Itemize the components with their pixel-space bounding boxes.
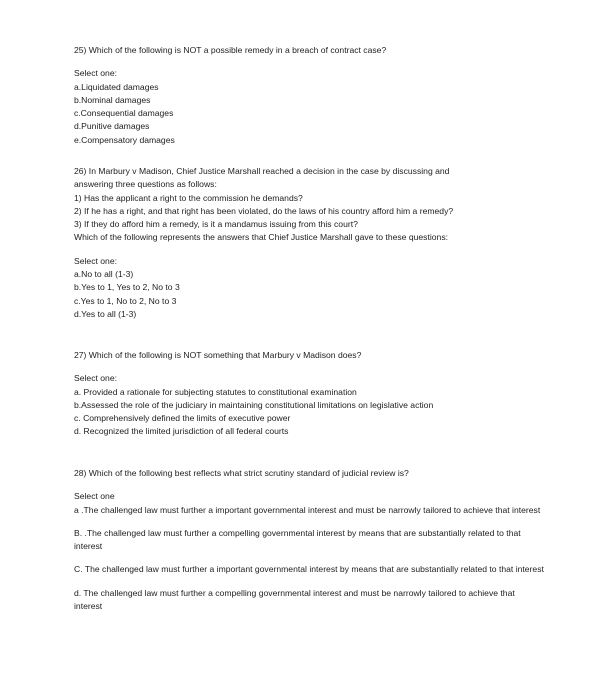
question-27 bbox=[74, 349, 544, 439]
question-prompt-line-1: 26) In Marbury v Madison, Chief Justice Marshall reached a decision in the case by discussing and bbox=[74, 166, 450, 176]
question-28 bbox=[74, 467, 544, 613]
question-prompt-line-6: Which of the following represents the answers that Chief Justice Marshall gave to these questions: bbox=[74, 232, 449, 243]
select-one-label: Select one: bbox=[74, 255, 117, 266]
option-d[interactable]: d. The challenged law must further a compelling governmental interest and must be narrowly tailored to achieve that interest bbox=[74, 587, 515, 612]
question-prompt-line-5: 3) If they do afford him a remedy, is it a mandamus issuing from this court? bbox=[74, 219, 358, 230]
question-26 bbox=[74, 165, 544, 321]
option-c[interactable]: c. Comprehensively defined the limits of executive power bbox=[74, 413, 291, 424]
option-b[interactable]: b.Yes to 1, Yes to 2, No to 3 bbox=[74, 282, 180, 293]
option-b[interactable]: b.Nominal damages bbox=[74, 94, 151, 105]
option-c[interactable]: c.Consequential damages bbox=[74, 108, 174, 119]
option-b[interactable]: B. .The challenged law must further a compelling governmental interest by means that are substantially related to that interest bbox=[74, 527, 521, 552]
option-d[interactable]: d.Punitive damages bbox=[74, 121, 150, 132]
question-prompt: 27) Which of the following is NOT something that Marbury v Madison does? bbox=[74, 350, 362, 360]
select-one-label: Select one: bbox=[74, 68, 117, 79]
question-prompt-line-3: 1) Has the applicant a right to the commission he demands? bbox=[74, 192, 303, 203]
question-prompt: 25) Which of the following is NOT a possible remedy in a breach of contract case? bbox=[74, 45, 387, 55]
option-e[interactable]: e.Compensatory damages bbox=[74, 134, 175, 145]
question-prompt: 28) Which of the following best reflects what strict scrutiny standard of judicial review is? bbox=[74, 468, 409, 478]
option-a[interactable]: a. Provided a rationale for subjecting statutes to constitutional examination bbox=[74, 386, 357, 397]
question-25 bbox=[74, 44, 544, 147]
option-a[interactable]: a .The challenged law must further a important governmental interest and must be narrowly tailored to achieve that interest bbox=[74, 504, 541, 515]
option-a[interactable]: a.Liquidated damages bbox=[74, 81, 159, 92]
select-one-label: Select one: bbox=[74, 373, 117, 384]
option-a[interactable]: a.No to all (1-3) bbox=[74, 269, 134, 280]
option-d[interactable]: d. Recognized the limited jurisdiction of all federal courts bbox=[74, 426, 289, 437]
option-b[interactable]: b.Assessed the role of the judiciary in maintaining constitutional limitations on legislative action bbox=[74, 399, 434, 410]
option-c[interactable]: C. The challenged law must further a important governmental interest by means that are substantially related to that interest bbox=[74, 564, 544, 575]
option-d[interactable]: d.Yes to all (1-3) bbox=[74, 308, 137, 319]
question-prompt-line-2: answering three questions as follows: bbox=[74, 179, 217, 190]
select-one-label: Select one bbox=[74, 491, 115, 502]
question-prompt-line-4: 2) If he has a right, and that right has been violated, do the laws of his country afford him a remedy? bbox=[74, 205, 454, 216]
option-c[interactable]: c.Yes to 1, No to 2, No to 3 bbox=[74, 295, 177, 306]
